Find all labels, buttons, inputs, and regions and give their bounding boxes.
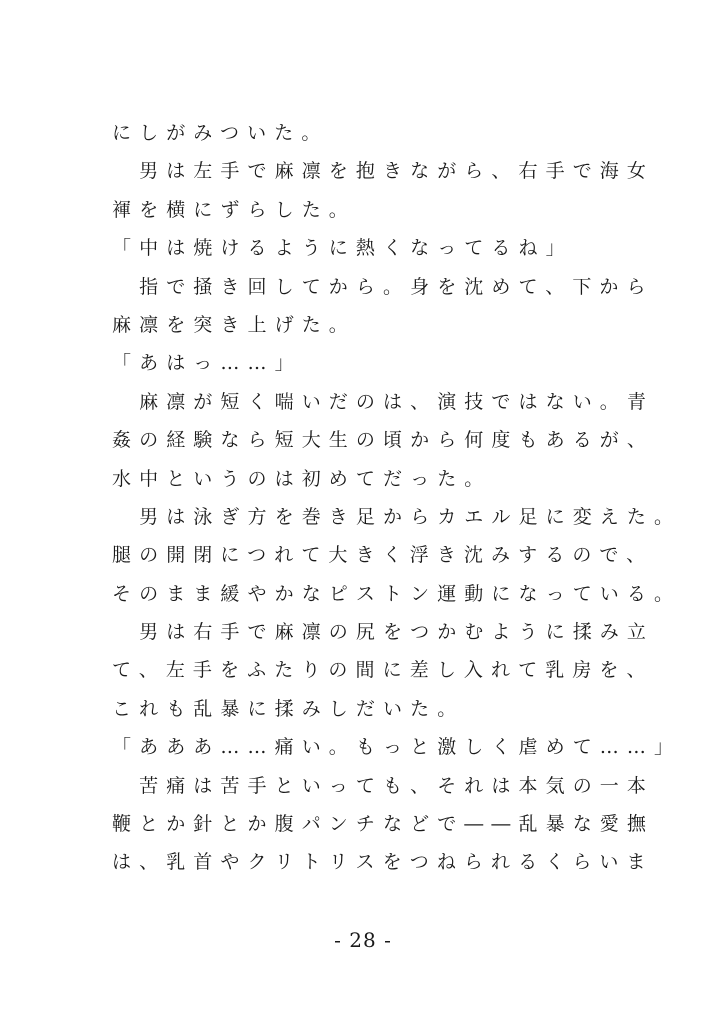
text-line: そのまま緩やかなピストン運動になっている。	[112, 582, 682, 605]
page-number: - 28 -	[334, 928, 392, 952]
text-line: 麻凛が短く喘いだのは、演技ではない。青	[112, 390, 655, 413]
text-line: 褌を横にずらした。	[112, 198, 356, 221]
text-line: 姦の経験なら短大生の頃から何度もあるが、	[112, 429, 655, 452]
text-line: 苦痛は苦手といっても、それは本気の一本	[112, 774, 655, 797]
text-line: て、左手をふたりの間に差し入れて乳房を、	[112, 659, 654, 682]
text-line: これも乱暴に揉みしだいた。	[112, 697, 465, 720]
text-line: 男は右手で麻凛の尻をつかむように揉み立	[112, 621, 655, 644]
text-line: 「あああ……痛い。もっと激しく虐めて……」	[112, 736, 682, 759]
text-line: にしがみついた。	[112, 122, 329, 144]
text-line: 指で掻き回してから。身を沈めて、下から	[112, 275, 654, 298]
text-line: 「あはっ……」	[112, 352, 302, 375]
text-line: 「中は焼けるように熱くなってるね」	[112, 237, 573, 260]
text-line: 腿の開閉につれて大きく浮き沈みするので、	[112, 544, 654, 567]
text-line: 水中というのは初めてだった。	[112, 467, 492, 490]
text-line: 男は泳ぎ方を巻き足からカエル足に変えた。	[112, 505, 682, 528]
text-line: 男は左手で麻凛を抱きながら、右手で海女	[112, 160, 655, 183]
text-line: 麻凛を突き上げた。	[112, 313, 356, 336]
body-text	[112, 114, 682, 882]
text-line: 鞭とか針とか腹パンチなどで――乱暴な愛撫	[112, 813, 655, 836]
text-line: は、乳首やクリトリスをつねられるくらいま	[112, 851, 654, 874]
